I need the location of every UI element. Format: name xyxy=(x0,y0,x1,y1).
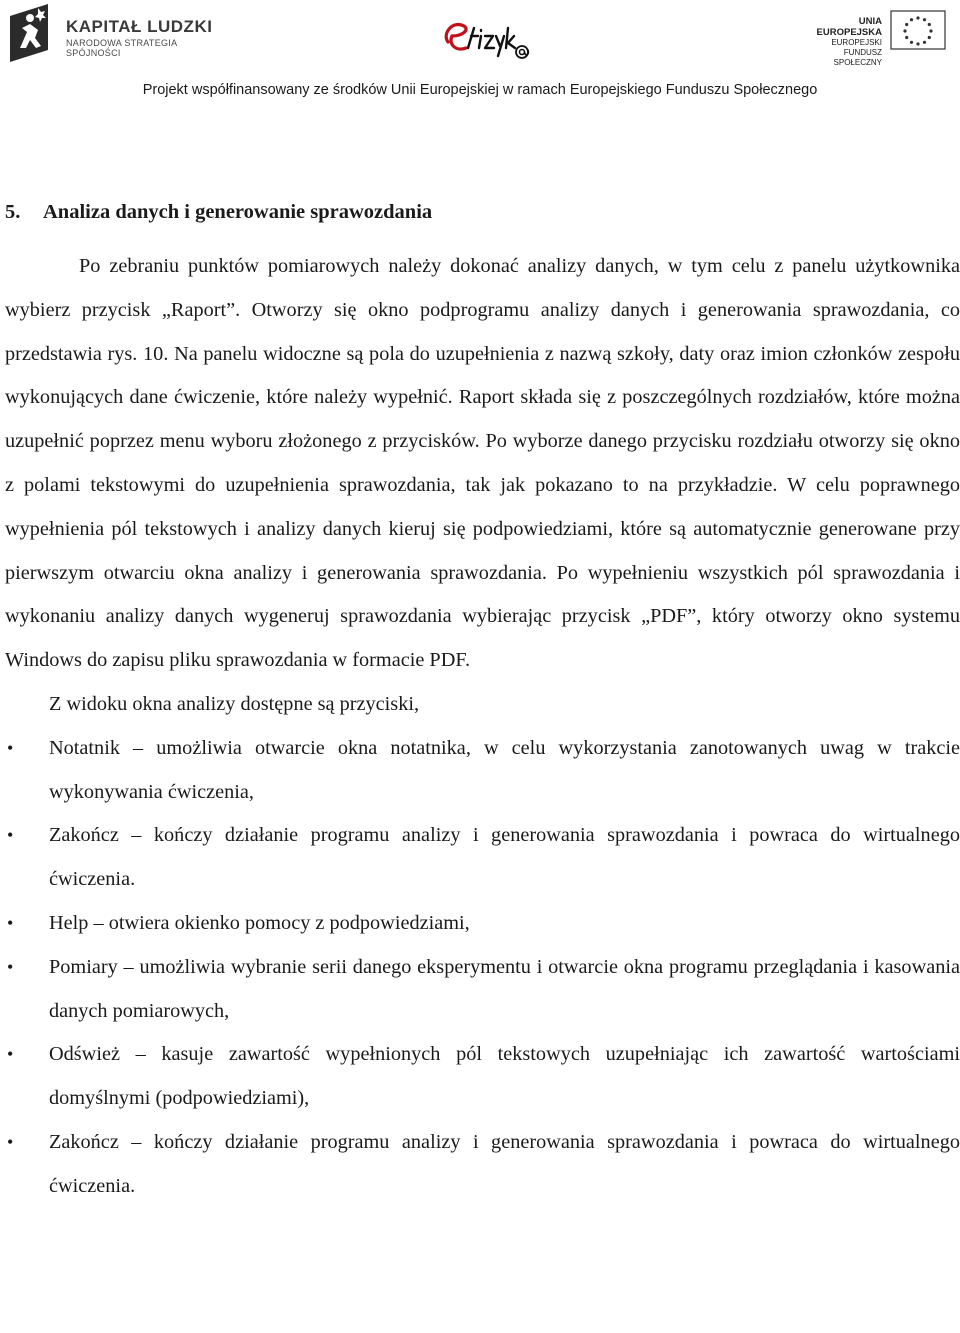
list-item-text: Zakończ – kończy działanie programu analizy i generowania sprawozdania i powraca do wirtualnego ćwiczenia. xyxy=(49,1130,960,1197)
buttons-list xyxy=(5,727,960,1209)
list-item-text: Help – otwiera okienko pomocy z podpowiedziami, xyxy=(49,911,470,934)
eu-fund-label-2: FUNDUSZ SPOŁECZNY xyxy=(833,48,882,67)
list-item xyxy=(5,727,960,815)
efizyka-logo xyxy=(438,14,534,66)
list-item-text: Odśwież – kasuje zawartość wypełnionych pól tekstowych uzupełniając ich zawartość wartościami domyślnymi (podpowiedziami), xyxy=(49,1043,960,1110)
section-heading xyxy=(5,195,960,229)
bullet-icon: • xyxy=(7,912,14,933)
eu-social-fund-logo xyxy=(800,10,952,67)
eu-flag-icon xyxy=(890,10,946,50)
kapital-ludzki-subtitle: NARODOWA STRATEGIA SPÓJNOŚCI xyxy=(66,38,177,58)
bullet-icon: • xyxy=(7,825,14,846)
list-item-text: Pomiary – umożliwia wybranie serii danego eksperymentu i otwarcie okna programu przeglądania i kasowania danych pomiarowych, xyxy=(49,955,960,1022)
section-number: 5. xyxy=(5,201,21,223)
page-header xyxy=(0,0,960,112)
bullet-icon: • xyxy=(7,956,14,977)
document-content xyxy=(5,195,960,1209)
bullet-icon: • xyxy=(7,1131,14,1152)
kapital-ludzki-logo xyxy=(8,2,218,64)
list-item xyxy=(5,814,960,902)
list-item-text: Zakończ – kończy działanie programu analizy i generowania sprawozdania i powraca do wirtualnego ćwiczenia. xyxy=(49,824,960,891)
section-paragraph: Po zebraniu punktów pomiarowych należy dokonać analizy danych, w tym celu z panelu użytkownika wybierz przycisk „Raport”. Otworzy się okno podprogramu analizy danych i generowania sprawozdania, co przedstawia rys. 10. Na panelu widoczne są pola do uzupełnienia z nazwą szkoły, daty oraz imion członków zespołu wykonujących dane ćwiczenie, które należy wypełnić. Raport składa się z poszczególnych rozdziałów, które można uzupełnić poprzez menu wyboru złożonego z przycisków. Po wyborze danego przycisku rozdziału otworzy się okno z polami tekstowymi do uzupełnienia sprawozdania, tak jak pokazano to na przykładzie. W celu poprawnego wypełnienia pól tekstowych i analizy danych kieruj się podpowiedziami, które są automatycznie generowane przy pierwszym otwarciu okna analizy i generowania sprawozdania. Po wypełnieniu wszystkich pól sprawozdania i wykonaniu analizy danych wygeneruj sprawozdania wybierając przycisk „PDF”, który otworzy okno systemu Windows do zapisu pliku sprawozdania w formacie PDF. xyxy=(5,255,960,672)
bullet-icon: • xyxy=(7,1044,14,1065)
eu-fund-label-1: EUROPEJSKI xyxy=(831,38,882,47)
list-item xyxy=(5,1033,960,1121)
kapital-ludzki-title: KAPITAŁ LUDZKI xyxy=(66,17,213,36)
list-item xyxy=(5,1121,960,1209)
section-title: Analiza danych i generowanie sprawozdania xyxy=(43,201,433,223)
list-item-text: Notatnik – umożliwia otwarcie okna notatnika, w celu wykorzystania zanotowanych uwag w trakcie wykonywania ćwiczenia, xyxy=(49,736,960,803)
buttons-intro: Z widoku okna analizy dostępne są przyciski, xyxy=(49,692,420,715)
project-cofinancing-line: Projekt współfinansowany ze środków Unii Europejskiej w ramach Europejskiego Funduszu Społecznego xyxy=(142,82,818,98)
bullet-icon: • xyxy=(7,737,14,758)
list-item xyxy=(5,902,960,946)
kapital-ludzki-emblem-icon xyxy=(8,2,64,64)
efizyka-logo-icon xyxy=(438,14,534,66)
eu-label: UNIA EUROPEJSKA xyxy=(816,16,882,38)
list-item xyxy=(5,946,960,1034)
